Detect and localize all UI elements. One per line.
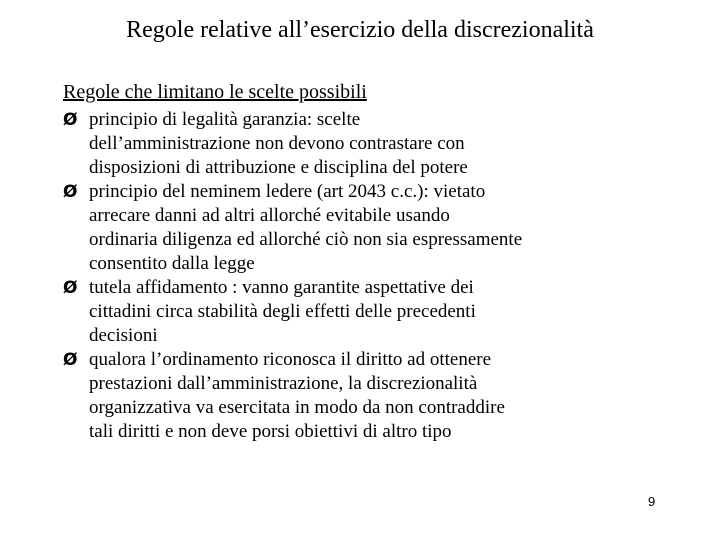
bullet-list (63, 108, 703, 444)
bullet-item (63, 180, 703, 276)
slide-title: Regole relative all’esercizio della discrezionalità (126, 17, 594, 43)
bullet-item (63, 276, 703, 348)
arrow-bullet-icon: Ø (63, 350, 78, 370)
bullet-item (63, 108, 703, 180)
bullet-text: principio del neminem ledere (art 2043 c.c.): vietato arrecare danni ad altri allorché evitabile usando ordinaria diligenza ed allorché ciò non sia espressamente consentito dalla legge (89, 181, 523, 274)
page-number: 9 (648, 494, 656, 509)
section-subtitle: Regole che limitano le scelte possibili (63, 81, 367, 103)
bullet-item (63, 348, 703, 444)
arrow-bullet-icon: Ø (63, 110, 78, 130)
bullet-text: qualora l’ordinamento riconosca il diritto ad ottenere prestazioni dall’amministrazione, la discrezionalità organizzativa va esercitata in modo da non contraddire tali diritti e non deve porsi obiettivi di altro tipo (89, 349, 505, 442)
bullet-text: principio di legalità garanzia: scelte dell’amministrazione non devono contrastare con disposizioni di attribuzione e disciplina del potere (89, 109, 468, 178)
arrow-bullet-icon: Ø (63, 278, 78, 298)
arrow-bullet-icon: Ø (63, 182, 78, 202)
bullet-text: tutela affidamento : vanno garantite aspettative dei cittadini circa stabilità degli effetti delle precedenti decisioni (89, 277, 476, 346)
